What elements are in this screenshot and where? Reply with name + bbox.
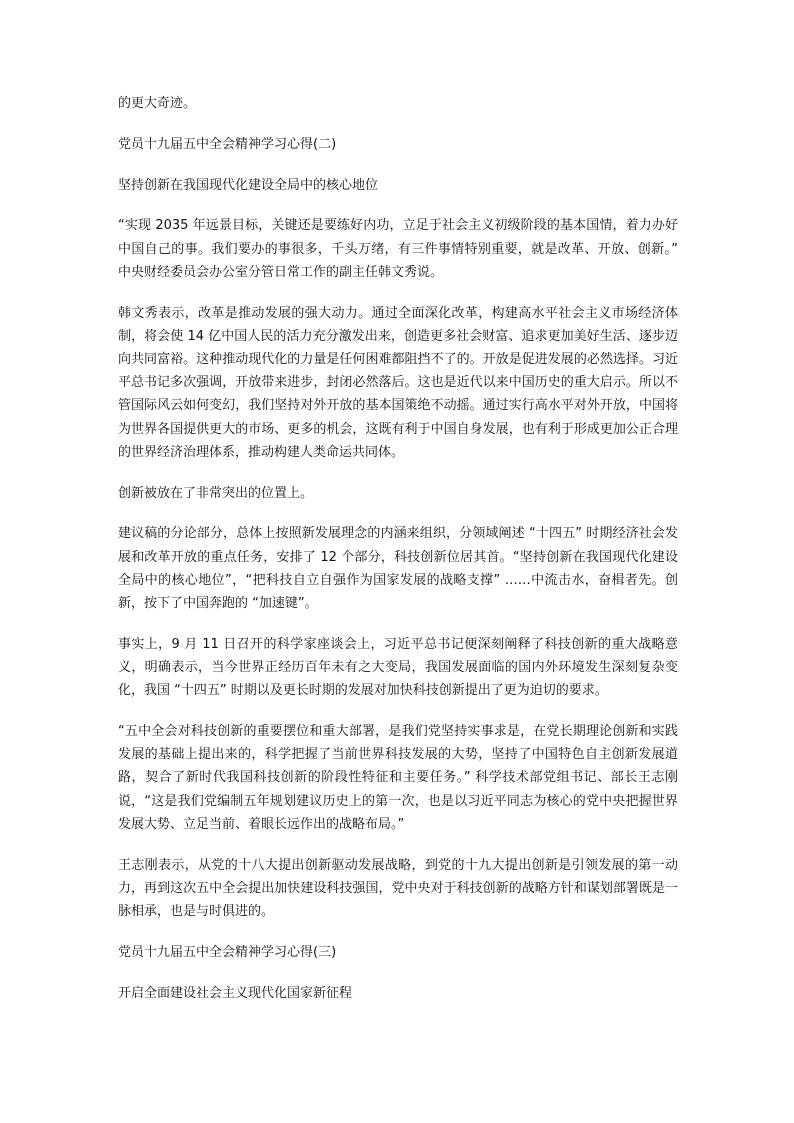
- paragraph-continuation: 的更大奇迹。: [118, 96, 197, 111]
- paragraph: “五中全会对科技创新的重要摆位和重大部署，是我们党坚持实事求是，在党长期理论创新和实践发展的基础上提出来的，科学把握了当前世界科技发展的大势，坚持了中国特色自主创新发展道路，契合了新时代我国科技创新的阶段性特征和主要任务。” 科学技术部党组书记、部长王志刚说，“这是我们党编制五年规划建议历史上的第一次，也是以习近平同志为核心的党中央把握世界发展大势、立足当前、着眼长远作出的战略布局。”: [118, 724, 678, 832]
- section-subtitle-3: 开启全面建设社会主义现代化国家新征程: [118, 985, 353, 1001]
- paragraph: 韩文秀表示，改革是推动发展的强大动力。通过全面深化改革，构建高水平社会主义市场经济体制，将会使 14 亿中国人民的活力充分激发出来，创造更多社会财富、追求更加美好生活、逐步迈向共同富裕。这种推动现代化的力量是任何困难都阻挡不了的。开放是促进发展的必然选择。习近平总书记多次强调，开放带来进步，封闭必然落后。这也是近代以来中国历史的重大启示。所以不管国际风云如何变幻，我们坚持对外开放的基本国策绝不动摇。通过实行高水平对外开放，中国将为世界各国提供更大的市场、更多的机会，这既有利于中国自身发展，也有利于形成更加公正合理的世界经济治理体系，推动构建人类命运共同体。: [118, 305, 678, 460]
- paragraph: 事实上，9 月 11 日召开的科学家座谈会上，习近平总书记便深刻阐释了科技创新的重大战略意义，明确表示，当今世界正经历百年未有之大变局，我国发展面临的国内外环境发生深刻复杂变化，我国 “十四五” 时期以及更长时期的发展对加快科技创新提出了更为迫切的要求。: [118, 636, 678, 699]
- paragraph: 王志刚表示，从党的十八大提出创新驱动发展战略，到党的十九大提出创新是引领发展的第一动力，再到这次五中全会提出加快建设科技强国，党中央对于科技创新的战略方针和谋划部署既是一脉相承，也是与时俱进的。: [118, 857, 678, 920]
- section-heading-3: 党员十九届五中全会精神学习心得(三): [118, 944, 337, 960]
- paragraph: “实现 2035 年远景目标，关键还是要练好内功，立足于社会主义初级阶段的基本国情，着力办好中国自己的事。我们要办的事很多，千头万绪，有三件事情特别重要，就是改革、开放、创新。” 中央财经委员会办公室分管日常工作的副主任韩文秀说。: [118, 218, 678, 280]
- document-body: [118, 92, 678, 1022]
- section-heading-2: 党员十九届五中全会精神学习心得(二): [118, 136, 337, 152]
- section-subtitle-2: 坚持创新在我国现代化建设全局中的核心地位: [118, 177, 379, 193]
- paragraph: 建议稿的分论部分，总体上按照新发展理念的内涵来组织，分领域阐述 “十四五” 时期经济社会发展和改革开放的重点任务，安排了 12 个部分，科技创新位居其首。“坚持创新在我国现代化建设全局中的核心地位”，“把科技自立自强作为国家发展的战略支撑” ……中流击水，奋楫者先。创新，按下了中国奔跑的 “加速键”。: [118, 526, 678, 612]
- paragraph: 创新被放在了非常突出的位置上。: [118, 485, 314, 501]
